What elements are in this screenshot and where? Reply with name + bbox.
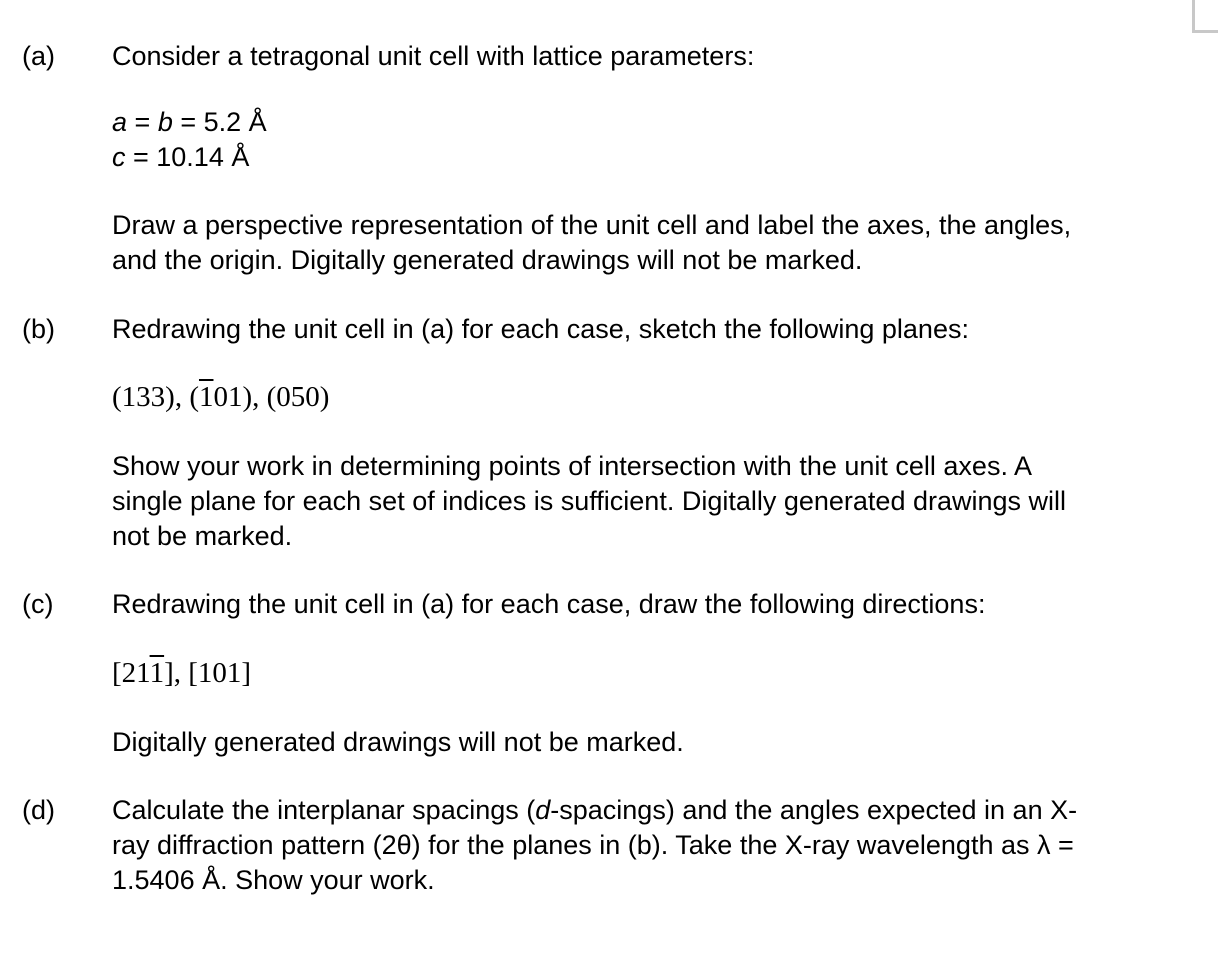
var-a: a: [112, 107, 128, 137]
question-d-line-1-post: -spacings) and the angles expected in an X-: [550, 795, 1078, 825]
question-d-line-2: ray diffraction pattern (2θ) for the planes in (b). Take the X-ray wavelength as λ =: [112, 830, 1074, 860]
question-a-intro: Consider a tetragonal unit cell with lattice parameters:: [112, 41, 755, 71]
question-c-intro: Redrawing the unit cell in (a) for each case, draw the following directions:: [112, 589, 986, 619]
direction-overbar-digit: 1: [149, 657, 165, 689]
plane-overbar-digit: 1: [198, 381, 214, 413]
question-b-label: (b): [22, 314, 55, 344]
question-b-intro: Redrawing the unit cell in (a) for each case, sketch the following planes:: [112, 314, 969, 344]
eq-sign: =: [127, 107, 158, 137]
lattice-param-ab: [112, 105, 267, 140]
question-a-instruction-1: Draw a perspective representation of the unit cell and label the axes, the angles,: [112, 210, 1072, 240]
question-d-line-1: [112, 793, 1077, 828]
c-value: = 10.14 Å: [125, 142, 250, 172]
question-b-work-2: single plane for each set of indices is sufficient. Digitally generated drawings will: [112, 486, 1067, 516]
direction-indices-post: ], [101]: [164, 657, 252, 689]
ab-value: = 5.2 Å: [172, 107, 267, 137]
page-corner-mark: [1192, 0, 1218, 33]
var-c: c: [112, 142, 126, 172]
plane-indices-pre: (133), (: [112, 381, 199, 413]
question-b-work-1: Show your work in determining points of intersection with the unit cell axes. A: [112, 451, 1032, 481]
d-italic: d: [535, 795, 551, 825]
plane-indices: [112, 380, 329, 415]
question-a-label: (a): [22, 41, 55, 71]
question-a-instruction-2: and the origin. Digitally generated drawings will not be marked.: [112, 245, 863, 275]
question-d-label: (d): [22, 795, 55, 825]
question-d-line-1-pre: Calculate the interplanar spacings (: [112, 795, 536, 825]
plane-indices-post: 01), (050): [213, 381, 330, 413]
question-b-work-3: not be marked.: [112, 521, 293, 551]
lattice-param-c: [112, 140, 249, 175]
question-d-line-3: 1.5406 Å. Show your work.: [112, 865, 435, 895]
direction-indices-pre: [21: [112, 657, 150, 689]
direction-indices: [112, 656, 251, 691]
question-c-note: Digitally generated drawings will not be marked.: [112, 727, 684, 757]
question-c-label: (c): [22, 589, 54, 619]
var-b: b: [157, 107, 173, 137]
